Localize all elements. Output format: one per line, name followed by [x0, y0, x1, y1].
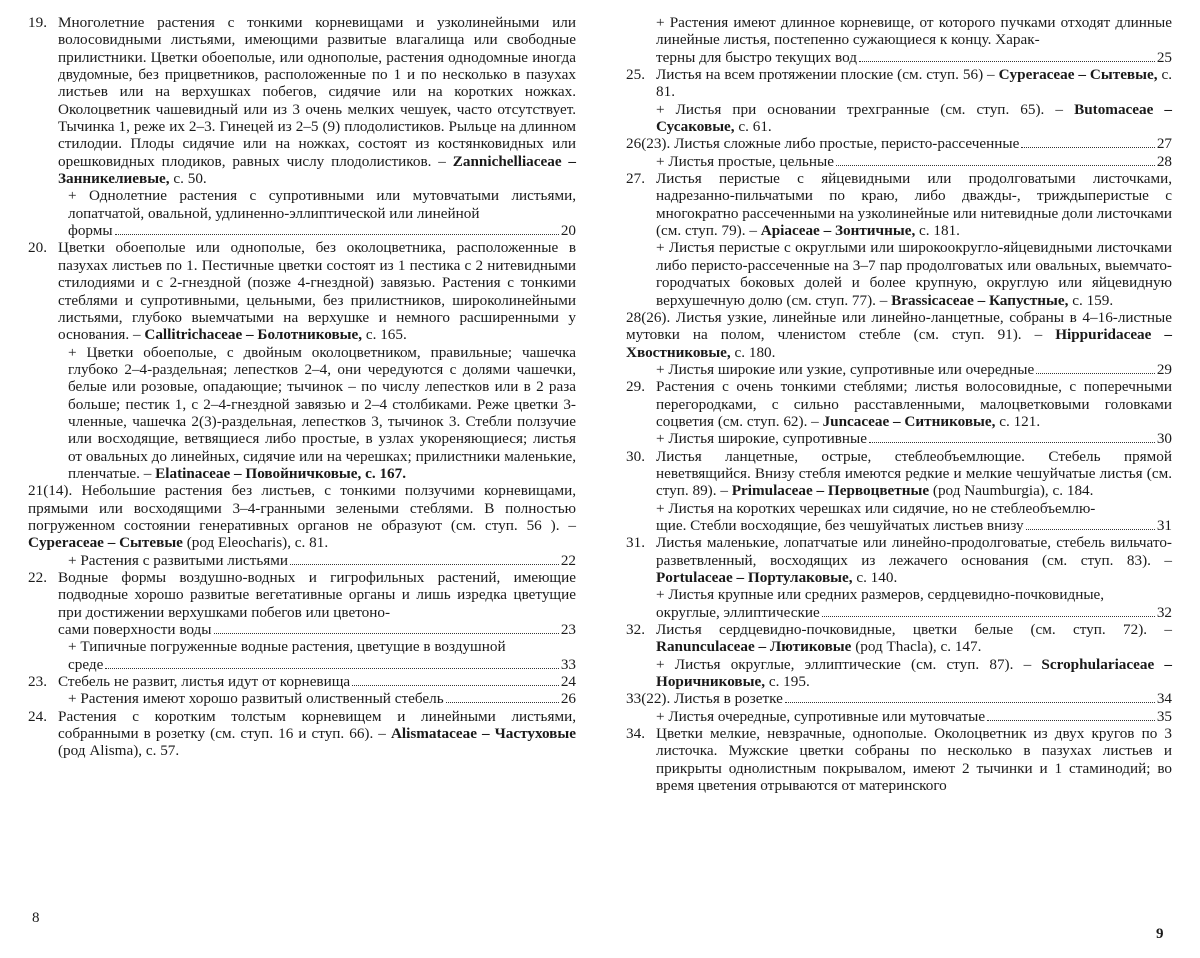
key-entry-21-alternative [28, 552, 576, 569]
go-to-step: 26 [560, 690, 576, 708]
go-to-step: 28 [1156, 152, 1172, 170]
entry-text: + Листья при основании трехгранные (см. ступ. 65). – [656, 100, 1063, 118]
key-entry-34 [626, 725, 1172, 794]
go-to-step: 24 [560, 673, 576, 691]
leader-dots [290, 564, 559, 565]
key-entry-30 [626, 448, 1172, 500]
leader-dots [869, 442, 1155, 443]
key-entry-25 [626, 66, 1172, 101]
leader-dots [785, 702, 1155, 703]
page-reference: с. 165. [365, 326, 407, 344]
leader-dots [214, 633, 559, 634]
right-page [626, 14, 1172, 794]
key-entry-20-alternative [28, 344, 576, 483]
entry-text: Небольшие растения без листьев, с тонкими ползучими корневищами, прямыми или восходящими 3–4-гранными зелеными стеблями. В полностью погруженном состоянии генеративных органов не образуют (см. ступ. 56 ). – [28, 482, 576, 534]
taxon-name: Butomaceae – Сусаковые, [656, 100, 1173, 136]
entry-number: 21(14). [28, 482, 73, 500]
key-entry-21 [28, 482, 576, 551]
entry-number: 23. [28, 673, 47, 691]
page-reference: с. 81. [656, 66, 1173, 101]
entry-text: + Растения имеют хорошо развитый олиственный стебель [68, 690, 444, 708]
key-entry-27-alternative [626, 239, 1172, 308]
entry-number: 30. [626, 447, 645, 465]
key-entry-22-alternative [28, 638, 576, 673]
go-to-step: 25 [1156, 48, 1172, 66]
leader-dots [1026, 529, 1155, 530]
page-reference: (род Alisma), с. 57. [58, 742, 180, 760]
key-entry-28 [626, 309, 1172, 361]
entry-text: + Листья очередные, супротивные или мутовчатые [656, 707, 986, 725]
taxon-name: Apiaceae – Зонтичные, [760, 222, 916, 240]
page-reference: с. 195. [768, 673, 810, 691]
go-to-step: 27 [1156, 135, 1172, 153]
entry-text-end: округлые, эллиптические [656, 603, 820, 621]
page-reference: с. 50. [173, 170, 207, 188]
page-reference: с. 121. [999, 412, 1041, 430]
taxon-name: Primulaceae – Первоцветные [731, 482, 930, 500]
entry-number: 26(23). [626, 135, 671, 153]
key-entry-27 [626, 170, 1172, 239]
page-reference: с. 61. [738, 118, 772, 136]
entry-text: Многолетние растения с тонкими корневищами и узколинейными или волосовидными листьями, имеющими развитые влагалища или свободные прилистники. Цветки обоеполые, или однополые, растения однодомные иногда двудомные, без прицветников, расположенные по 1 и по несколько в пазухах листьев или на верхушках побегов, сидячие или на коротких ножках. Околоцветник чашевидный или из 3 очень мелких чешуек, часто отсутствует. Тычинка 1, реже их 2–3. Гинецей из 2–5 (9) плодолистиков. Рыльце на длинном стилодии. Плоды сидячие или на ножках, состоят из костянковидных или орешковидных плодиков, равных числу плодолистиков. – [58, 14, 576, 170]
entry-number: 32. [626, 621, 645, 639]
entry-text: + Листья широкие, супротивные [656, 430, 867, 448]
go-to-step: 23 [560, 621, 576, 639]
entry-text: Листья узкие, линейные или линейно-ланцетные, собраны в 4–16-листные мутовки на полом, членистом стебле (см. ступ. 91). – [626, 308, 1173, 344]
entry-text: + Типичные погруженные водные растения, цветущие в воздушной [68, 638, 506, 656]
taxon-name: Elatinaceae – Повойничковые, [155, 464, 362, 482]
entry-number: 34. [626, 725, 645, 743]
leader-dots [446, 702, 559, 703]
page-number-left: 8 [32, 910, 40, 926]
entry-text: Растения с коротким толстым корневищем и линейными листьями, собранными в розетку (см. ступ. 16 и ступ. 66). – [58, 707, 576, 743]
page-reference: с. 181. [919, 222, 960, 240]
taxon-name: Alismataceae – Частуховые [390, 725, 576, 743]
entry-number: 24. [28, 707, 47, 725]
go-to-step: 20 [560, 222, 576, 240]
entry-text-end: формы [68, 222, 113, 240]
key-entry-32 [626, 621, 1172, 656]
entry-text-end: среде [68, 655, 104, 673]
taxon-name: Juncaceae – Ситниковые, [822, 412, 996, 430]
entry-text: Листья ланцетные, острые, стеблеобъемлющие. Стебель прямой неветвящийся. Внизу стебля имеются редкие и мелкие чешуйчатые листья (см. ступ. 89). – [656, 447, 1172, 500]
taxon-name: Ranunculaceae – Лютиковые [656, 638, 852, 656]
key-entry-19-alternative [28, 187, 576, 239]
entry-text: + Растения с развитыми листьями [68, 551, 288, 569]
taxon-name: Cyperaceae – Сытевые [28, 534, 183, 552]
taxon-name: Hippuridaceae – Хвостниковые, [626, 326, 1172, 361]
leader-dots [1021, 147, 1155, 148]
leader-dots [115, 234, 559, 235]
key-entry-31 [626, 534, 1172, 586]
taxon-name: Portulaceae – Портулаковые, [656, 569, 853, 586]
go-to-step: 33 [560, 655, 576, 673]
page-reference: с. 167. [365, 464, 407, 482]
go-to-step: 34 [1156, 690, 1172, 708]
entry-text: Листья перистые с яйцевидными или продолговатыми листочками, надрезанно-пильчатыми по краю, либо дважды-, триждыперистые с многократно рассеченными на узколинейные или нитевидные доли листочками (см. ступ. 79). – [656, 170, 1172, 240]
entry-text: + Листья простые, цельные [656, 152, 834, 170]
entry-text: + Цветки обоеполые, с двойным околоцветником, правильные; чашечка глубоко 2–4-раздельная; лепестков 2–4, они чередуются с долями чашечки, белые или розовые, опадающие; тычинок – по числу лепестков или в 2 раза больше; пестик 1, с 2–4-гнездной завязью и 2–4 столбиками. Реже цветки 3-членные, чашечка 2(3)-раздельная, лепестков 3, тычинок 3. Стебли ползучие или восходящие, ветвящиеся либо простые, в узлах укореняющиеся; листья от овальных до линейных, сидячие или на черешках; прилистники маленькие, пленчатые. – [68, 343, 576, 482]
key-entry-24 [28, 708, 576, 760]
leader-dots [836, 165, 1155, 166]
key-entry-33-alternative [626, 708, 1172, 725]
key-entry-32-alternative [626, 656, 1172, 691]
key-entry-28-alternative [626, 361, 1172, 378]
key-entry-33 [626, 690, 1172, 707]
taxon-name: Brassicaceae – Капустные, [891, 291, 1069, 309]
entry-text: Листья сложные либо простые, перисто-рассеченные [674, 135, 1020, 153]
go-to-step: 30 [1156, 430, 1172, 448]
key-entry-25-alternative [626, 101, 1172, 136]
entry-text: Листья сердцевидно-почковидные, цветки белые (см. ступ. 72). – [656, 621, 1172, 639]
leader-dots [352, 685, 559, 686]
entry-text-end: сами поверхности воды [58, 621, 212, 639]
key-entry-26-alternative [626, 153, 1172, 170]
entry-number: 20. [28, 239, 47, 257]
entry-text-end: щие. Стебли восходящие, без чешуйчатых листьев внизу [656, 516, 1024, 534]
taxon-name: Scrophulariaceae – Норичниковые, [656, 655, 1172, 691]
entry-text-end: терны для быстро текущих вод [656, 48, 857, 66]
entry-text: Цветки обоеполые или однополые, без околоцветника, расположенные в пазухах листьев по 1. Пестичные цветки состоят из 1 пестика с 2 нитевидными стилодиями и с 2-гнездной (позже 4-гнездной) завязью. Растения с тонкими стеблями и супротивными, цельными, без прилистников, широколинейными листьями, глубоко выемчатыми на верхушке и немного расширенными у основания. – [58, 239, 576, 344]
entry-number: 31. [626, 534, 645, 552]
entry-text: Листья маленькие, лопатчатые или линейно-продолговатые, стебель вильчато-разветвленный, восходящих из лежачего основания (см. ступ. 83). – [656, 534, 1172, 569]
leader-dots [859, 61, 1155, 62]
key-entry-24-alternative [626, 14, 1172, 66]
page-reference: с. 180. [734, 343, 776, 361]
key-entry-20 [28, 239, 576, 343]
entry-text: + Растения имеют длинное корневище, от которого пучками отходят длинные линейные листья, постепенно сужающиеся к концу. Харак- [656, 14, 1172, 49]
entry-number: 28(26). [626, 308, 671, 326]
entry-number: 29. [626, 378, 645, 396]
go-to-step: 31 [1156, 516, 1172, 534]
go-to-step: 35 [1156, 707, 1172, 725]
key-entry-31-alternative [626, 586, 1172, 621]
key-entry-29-alternative [626, 430, 1172, 447]
entry-number: 33(22). [626, 690, 671, 708]
key-entry-22 [28, 569, 576, 638]
page-number-right: 9 [1156, 926, 1164, 942]
key-entry-30-alternative [626, 500, 1172, 535]
leader-dots [105, 668, 558, 669]
entry-text: Стебель не развит, листья идут от корневища [58, 673, 351, 691]
entry-text: Водные формы воздушно-водных и гигрофильных растений, имеющие подводные хорошо развитые вегетативные органы и лишь изредка цветущие при достижении верхушками побегов или цветоно- [58, 569, 576, 621]
entry-text: + Листья округлые, эллиптические (см. ступ. 87). – [656, 655, 1032, 673]
entry-text: + Однолетние растения с супротивными или мутовчатыми листьями, лопатчатой, овальной, удлиненно-эллиптической или линейной [68, 187, 576, 222]
key-entry-19 [28, 14, 576, 187]
left-page [28, 14, 576, 760]
page-reference: с. 159. [1072, 291, 1114, 309]
key-entry-26 [626, 135, 1172, 152]
key-entry-23 [28, 673, 576, 690]
entry-number: 25. [626, 66, 645, 84]
page-reference: (род Eleocharis), с. 81. [186, 534, 329, 552]
entry-number: 27. [626, 170, 645, 188]
entry-text: Растения с очень тонкими стеблями; листья волосовидные, с поперечными перегородками, с сильно расставленными, малоцветковыми головками соцветия (см. ступ. 62). – [656, 378, 1172, 430]
entry-text: + Листья крупные или средних размеров, сердцевидно-почковидные, [656, 586, 1105, 604]
leader-dots [1036, 373, 1155, 374]
entry-number: 22. [28, 569, 47, 586]
entry-text: + Листья на коротких черешках или сидячие, но не стеблеобъемлю- [656, 499, 1096, 517]
go-to-step: 22 [560, 551, 576, 569]
entry-text: Листья в розетке [674, 690, 783, 708]
go-to-step: 29 [1156, 360, 1172, 378]
entry-text: + Листья широкие или узкие, супротивные или очередные [656, 360, 1035, 378]
taxon-name: Callitrichaceae – Болотниковые, [144, 326, 363, 344]
key-entry-23-alternative [28, 690, 576, 707]
entry-text: Цветки мелкие, невзрачные, однополые. Околоцветник из двух кругов по 3 листочка. Мужские цветки собраны по несколько в пазухах листьев и прикрыты однолистным покрывалом, имеют 2 тычинки и 1 стаминодий; во время цветения отрываются от материнского [656, 725, 1172, 795]
go-to-step: 32 [1156, 603, 1172, 621]
page-reference: с. 140. [856, 569, 898, 586]
page-reference: (род Naumburgia), с. 184. [932, 482, 1094, 500]
entry-text: + Листья перистые с округлыми или широкоокругло-яйцевидными листочками либо перисто-рассеченные на 3–7 пар продолговатых или овальных, выемчато-городчатых боковых долей и более крупную, округлую или яйцевидную верхушечную долю (см. ступ. 77). – [656, 239, 1172, 309]
taxon-name: Cyperaceae – Сытевые, [998, 66, 1158, 84]
page-reference: (род Thacla), с. 147. [855, 638, 982, 656]
leader-dots [822, 616, 1155, 617]
entry-number: 19. [28, 14, 47, 31]
leader-dots [987, 720, 1155, 721]
key-entry-29 [626, 378, 1172, 430]
taxon-name: Zannichelliaceae – Занникелиевые, [58, 152, 577, 188]
entry-text: Листья на всем протяжении плоские (см. ступ. 56) – [656, 66, 995, 84]
